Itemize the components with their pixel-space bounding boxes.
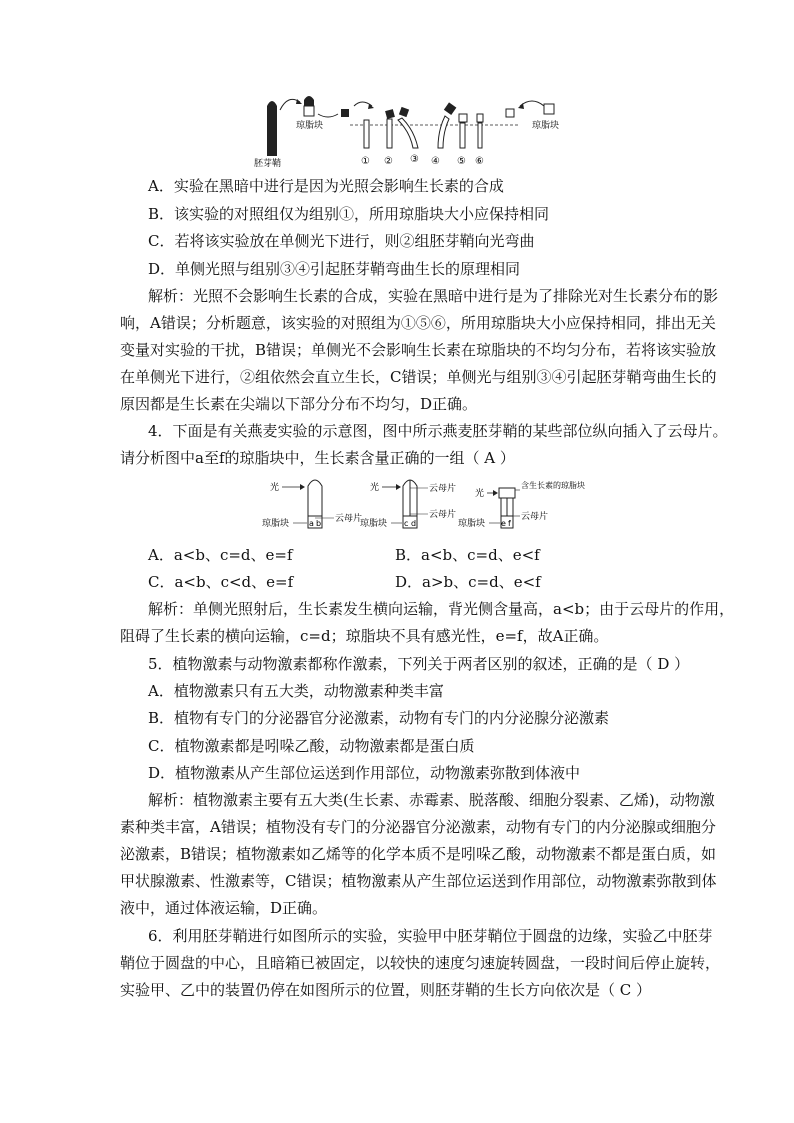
q3-option-b: B．该实验的对照组仅为组别①，所用琼脂块大小应保持相同 (148, 205, 550, 223)
q5-option-b: B．植物有专门的分泌器官分泌激素，动物有专门的内分泌腺分泌激素 (148, 709, 610, 727)
q3-option-c: C．若将该实验放在单侧光下进行，则②组胚芽鞘向光弯曲 (148, 232, 535, 250)
q5-option-d: D．植物激素从产生部位运送到作用部位，动物激素弥散到体液中 (148, 764, 581, 782)
q5-analysis-line: 甲状腺激素、性激素等，C错误；植物激素从产生部位运送到作用部位，动物激素弥散到体 (120, 872, 717, 890)
label-coleoptile-sheath: 胚芽鞘 (254, 159, 282, 169)
q4-option-a: A．a<b、c=d、e=f (148, 546, 293, 564)
auxin-agar-label: 含生长素的琼脂块 (521, 481, 585, 490)
q5-analysis-line: 泌激素，B错误；植物激素如乙烯等的化学本质不是吲哚乙酸，动物激素不都是蛋白质，如 (120, 845, 717, 863)
agar-block-right (544, 104, 554, 114)
mica-label-1: 云母片 (335, 514, 363, 524)
figure-agar-experiment (250, 92, 580, 170)
q6-stem-line: 鞘位于圆盘的中心，且暗箱已被固定，以较快的速度匀速旋转圆盘，一段时间后停止旋转， (120, 954, 721, 972)
mica-label-4: 云母片 (521, 512, 549, 522)
q3-option-d: D．单侧光照与组别③④引起胚芽鞘弯曲生长的原理相同 (148, 260, 521, 278)
light-label: 光 (475, 489, 485, 499)
q4-stem-line: 4．下面是有关燕麦实验的示意图，图中所示燕麦胚芽鞘的某些部位纵向插入了云母片。 (148, 422, 728, 440)
q4-analysis-line: 解析：单侧光照射后，生长素发生横向运输，背光侧含量高，a<b；由于云母片的作用， (148, 600, 735, 618)
letter-c: c (404, 519, 409, 528)
agar-label-2: 琼脂块 (360, 519, 388, 529)
group-number-5: ⑤ (457, 156, 466, 167)
group-number-6: ⑥ (475, 156, 484, 167)
q4-option-c: C．a<b、c<d、e=f (148, 573, 294, 591)
letter-a: a (309, 519, 314, 528)
q5-stem: 5．植物激素与动物激素都称作激素，下列关于两者区别的叙述，正确的是（ D ） (148, 655, 690, 673)
coleoptile-tip (304, 96, 314, 106)
figure-oat-experiment (262, 476, 585, 536)
q3-analysis-line: 原因都是生长素在尖端以下部分分布不均匀，D正确。 (120, 395, 478, 413)
coleoptile-sheath (267, 101, 277, 156)
light-label: 光 (370, 483, 380, 493)
agar-label-3: 琼脂块 (458, 519, 486, 529)
q4-option-d: D．a>b、c=d、e<f (395, 573, 541, 591)
mica-label-3: 云母片 (429, 510, 457, 520)
q3-option-a: A．实验在黑暗中进行是因为光照会影响生长素的合成 (148, 177, 504, 195)
q4-stem-line: 请分析图中a至f的琼脂块中，生长素含量正确的一组（ A ） (120, 449, 515, 467)
light-label: 光 (270, 483, 280, 493)
q6-stem-line: 6．利用胚芽鞘进行如图所示的实验，实验甲中胚芽鞘位于圆盘的边缘，实验乙中胚芽 (148, 927, 713, 945)
q5-option-a: A．植物激素只有五大类，动物激素种类丰富 (148, 682, 444, 700)
q6-stem-line: 实验甲、乙中的装置仍停在如图所示的位置，则胚芽鞘的生长方向依次是（ C ） (120, 981, 652, 999)
letter-f: f (508, 519, 511, 528)
q5-option-c: C．植物激素都是吲哚乙酸，动物激素都是蛋白质 (148, 737, 475, 755)
q3-analysis-line: 解析：光照不会影响生长素的合成，实验在黑暗中进行是为了排除光对生长素分布的影 (148, 287, 719, 305)
q5-analysis-line: 解析：植物激素主要有五大类(生长素、赤霉素、脱落酸、细胞分裂素、乙烯)，动物激 (148, 791, 715, 809)
label-agar-right: 琼脂块 (532, 121, 560, 131)
agar-label-1: 琼脂块 (262, 519, 290, 529)
q5-analysis-line: 液中，通过体液运输，D正确。 (120, 899, 328, 917)
q3-analysis-line: 响，A错误；分析题意，该实验的对照组为①⑤⑥，所用琼脂块大小应保持相同，排出无关 (120, 314, 716, 332)
q4-option-b: B．a<b、c=d、e<f (395, 546, 540, 564)
q4-analysis-line: 阻碍了生长素的横向运输，c=d；琼脂块不具有感光性，e=f，故A正确。 (120, 627, 609, 645)
group-number-2: ② (384, 156, 393, 167)
agar-block-left (304, 106, 314, 116)
group-number-4: ④ (431, 156, 440, 167)
letter-e: e (501, 519, 506, 528)
label-agar-left: 琼脂块 (296, 121, 324, 131)
q3-analysis-line: 变量对实验的干扰，B错误；单侧光不会影响生长素在琼脂块的不均匀分布，若将该实验放 (120, 341, 717, 359)
q3-analysis-line: 在单侧光下进行，②组依然会直立生长，C错误；单侧光与组别③④引起胚芽鞘弯曲生长的 (120, 368, 717, 386)
q5-analysis-line: 素种类丰富，A错误；植物没有专门的分泌器官分泌激素，动物有专门的内分泌腺或细胞分 (120, 818, 716, 836)
group-number-3: ③ (410, 154, 419, 165)
letter-b: b (316, 519, 322, 528)
group-number-1: ① (361, 156, 370, 167)
mica-label-2: 云母片 (429, 484, 457, 494)
letter-d: d (411, 519, 417, 528)
